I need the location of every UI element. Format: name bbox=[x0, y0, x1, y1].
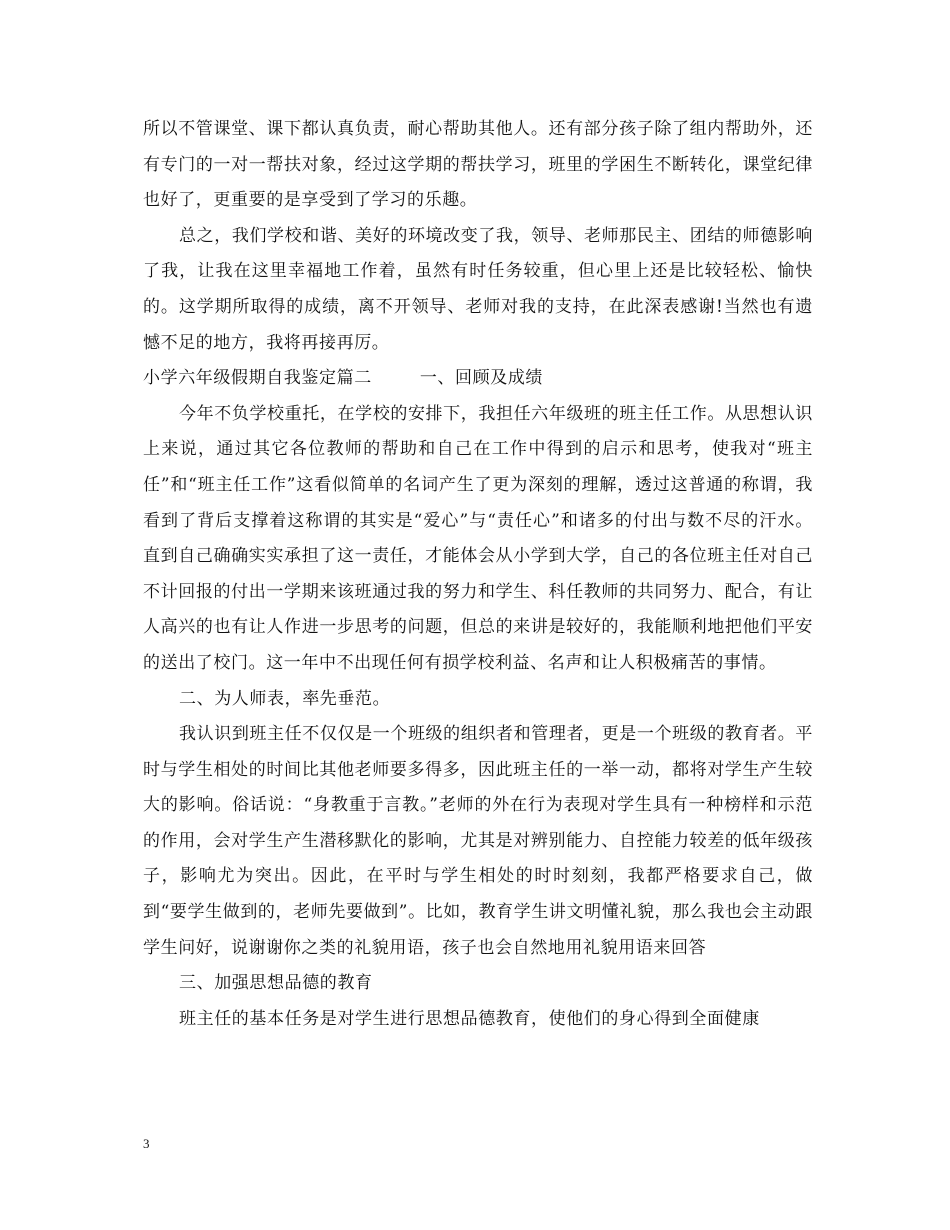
document-body bbox=[143, 112, 813, 1037]
paragraph: 今年不负学校重托，在学校的安排下，我担任六年级班的班主任工作。从思想认识上来说，通过其它各位教师的帮助和自己在工作中得到的启示和思考，使我对“班主任”和“班主任工作”这看似简单的名词产生了更为深刻的理解，透过这普通的称谓，我看到了背后支撑着这称谓的其实是“爱心”与“责任心”和诸多的付出与数不尽的汗水。直到自己确确实实承担了这一责任，才能体会从小学到大学，自己的各位班主任对自己不计回报的付出一学期来该班通过我的努力和学生、科任教师的共同努力、配合，有让人高兴的也有让人作进一步思考的问题，但总的来讲是较好的，我能顺利地把他们平安的送出了校门。这一年中不出现任何有损学校利益、名声和让人积极痛苦的事情。 bbox=[143, 403, 813, 673]
section-heading: 小学六年级假期自我鉴定篇二 一、回顾及成绩 bbox=[143, 368, 544, 389]
paragraph: 所以不管课堂、课下都认真负责，耐心帮助其他人。还有部分孩子除了组内帮助外，还有专门的一对一帮扶对象，经过这学期的帮扶学习，班里的学困生不断转化，课堂纪律也好了，更重要的是享受到了学习的乐趣。 bbox=[143, 119, 813, 211]
paragraph: 总之，我们学校和谐、美好的环境改变了我，领导、老师那民主、团结的师德影响了我，让我在这里幸福地工作着，虽然有时任务较重，但心里上还是比较轻松、愉快的。这学期所取得的成绩，离不开领导、老师对我的支持，在此深表感谢!当然也有遗憾不足的地方，我将再接再厉。 bbox=[143, 225, 813, 353]
subheading: 三、加强思想品德的教育 bbox=[179, 973, 373, 994]
paragraph: 班主任的基本任务是对学生进行思想品德教育，使他们的身心得到全面健康 bbox=[179, 1008, 760, 1029]
paragraph: 我认识到班主任不仅仅是一个班级的组织者和管理者，更是一个班级的教育者。平时与学生相处的时间比其他老师要多得多，因此班主任的一举一动，都将对学生产生较大的影响。俗话说：“身教重于言教。”老师的外在行为表现对学生具有一种榜样和示范的作用，会对学生产生潜移默化的影响，尤其是对辨别能力、自控能力较差的低年级孩子，影响尤为突出。因此，在平时与学生相处的时时刻刻，我都严格要求自己，做到“要学生做到的，老师先要做到”。比如，教育学生讲文明懂礼貌，那么我也会主动跟学生问好，说谢谢你之类的礼貌用语，孩子也会自然地用礼貌用语来回答 bbox=[143, 724, 813, 958]
subheading: 二、为人师表，率先垂范。 bbox=[179, 688, 391, 709]
page-number: 3 bbox=[143, 1136, 150, 1151]
